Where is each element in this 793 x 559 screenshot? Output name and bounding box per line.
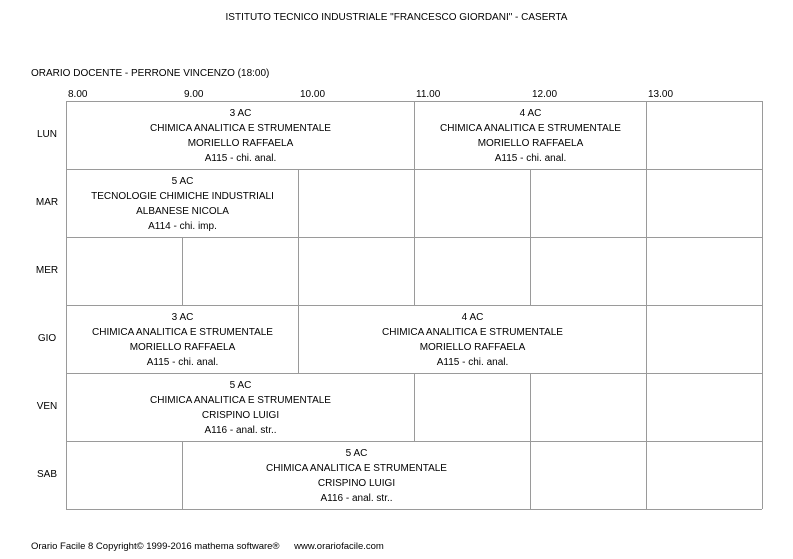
lesson-class: 3 AC bbox=[171, 312, 194, 323]
footer bbox=[31, 541, 396, 552]
lesson-teacher: MORIELLO RAFFAELA bbox=[187, 138, 294, 149]
footer-website-link[interactable]: www.orariofacile.com bbox=[294, 541, 384, 552]
lesson-cell[interactable] bbox=[67, 170, 298, 237]
day-label-gio: GIO bbox=[37, 333, 57, 344]
day-label-sab: SAB bbox=[36, 469, 57, 480]
lesson-class: 5 AC bbox=[171, 176, 194, 187]
lesson-cell[interactable] bbox=[415, 102, 646, 169]
lesson-subject: CHIMICA ANALITICA E STRUMENTALE bbox=[440, 123, 621, 134]
lesson-teacher: CRISPINO LUIGI bbox=[201, 410, 280, 421]
lesson-room: A115 - chi. anal. bbox=[146, 357, 219, 368]
lesson-cell[interactable] bbox=[299, 306, 646, 373]
time-label: 9.00 bbox=[184, 89, 204, 100]
lesson-class: 4 AC bbox=[519, 108, 542, 119]
lesson-class: 5 AC bbox=[229, 380, 252, 391]
lesson-class: 4 AC bbox=[461, 312, 484, 323]
footer-copyright: Orario Facile 8 Copyright© 1999-2016 mathema software® bbox=[31, 541, 280, 552]
lesson-teacher: CRISPINO LUIGI bbox=[317, 478, 396, 489]
lesson-teacher: MORIELLO RAFFAELA bbox=[477, 138, 584, 149]
lesson-room: A116 - anal. str.. bbox=[320, 493, 393, 504]
time-label: 8.00 bbox=[68, 89, 88, 100]
lesson-room: A115 - chi. anal. bbox=[204, 153, 277, 164]
lesson-teacher: ALBANESE NICOLA bbox=[136, 206, 229, 217]
lesson-teacher: MORIELLO RAFFAELA bbox=[419, 342, 526, 353]
lesson-teacher: MORIELLO RAFFAELA bbox=[129, 342, 236, 353]
grid-column-line bbox=[762, 101, 763, 509]
lesson-subject: TECNOLOGIE CHIMICHE INDUSTRIALI bbox=[91, 191, 274, 202]
grid-row-line bbox=[66, 509, 762, 510]
teacher-heading: ORARIO DOCENTE - PERRONE VINCENZO (18:00) bbox=[31, 68, 270, 79]
day-label-mer: MER bbox=[35, 265, 59, 276]
time-label: 10.00 bbox=[300, 89, 326, 100]
time-label: 13.00 bbox=[648, 89, 674, 100]
time-label: 11.00 bbox=[416, 89, 441, 100]
lesson-room: A115 - chi. anal. bbox=[436, 357, 509, 368]
lesson-class: 3 AC bbox=[229, 108, 252, 119]
lesson-cell[interactable] bbox=[67, 102, 414, 169]
lesson-room: A115 - chi. anal. bbox=[494, 153, 567, 164]
school-title: ISTITUTO TECNICO INDUSTRIALE "FRANCESCO GIORDANI" - CASERTA bbox=[225, 12, 568, 23]
lesson-subject: CHIMICA ANALITICA E STRUMENTALE bbox=[150, 123, 331, 134]
day-label-ven: VEN bbox=[36, 401, 58, 412]
lesson-cell[interactable] bbox=[67, 374, 414, 441]
lesson-cell[interactable] bbox=[67, 306, 298, 373]
lesson-subject: CHIMICA ANALITICA E STRUMENTALE bbox=[150, 395, 331, 406]
lesson-subject: CHIMICA ANALITICA E STRUMENTALE bbox=[266, 463, 447, 474]
lesson-room: A116 - anal. str.. bbox=[204, 425, 277, 436]
lesson-subject: CHIMICA ANALITICA E STRUMENTALE bbox=[382, 327, 563, 338]
day-label-lun: LUN bbox=[36, 129, 57, 140]
lesson-class: 5 AC bbox=[345, 448, 368, 459]
lesson-subject: CHIMICA ANALITICA E STRUMENTALE bbox=[92, 327, 273, 338]
time-label: 12.00 bbox=[532, 89, 558, 100]
day-label-mar: MAR bbox=[35, 197, 59, 208]
lesson-room: A114 - chi. imp. bbox=[148, 221, 217, 232]
grid-column-line bbox=[646, 101, 647, 509]
lesson-cell[interactable] bbox=[183, 442, 530, 509]
